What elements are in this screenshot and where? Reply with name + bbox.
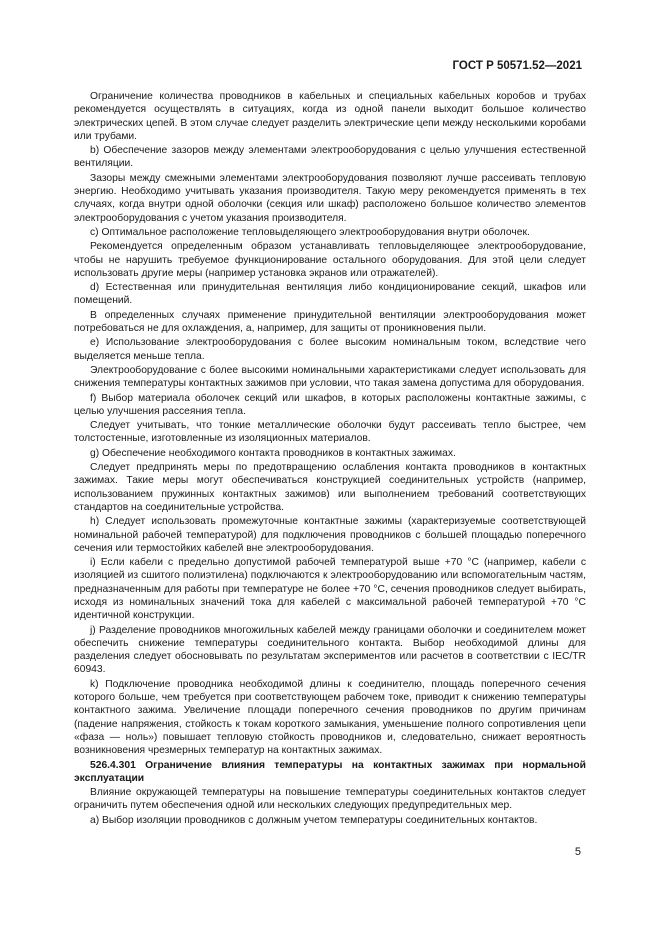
paragraph: Ограничение количества проводников в кабельных и специальных кабельных коробов и трубах рекомендуется осуществлять в ситуациях, когда из одной панели выходит большое количество электрических цепей. В этом случае следует разделить электрические цепи между несколькими коробами или трубами. <box>74 91 586 142</box>
paragraph: b) Обеспечение зазоров между элементами электрооборудования с целью улучшения естественной вентиляции. <box>74 145 586 170</box>
paragraph: h) Следует использовать промежуточные контактные зажимы (характеризуемые соответствующей номинальной рабочей температурой) для подключения проводников с большей площадью поперечного сечения или термостойких кабелей вне электрооборудования. <box>74 516 586 554</box>
paragraph: Влияние окружающей температуры на повышение температуры соединительных контактов следует ограничить путем обеспечения одной или нескольких следующих предупредительных мер. <box>74 787 586 812</box>
paragraph: Зазоры между смежными элементами электрооборудования позволяют лучше рассеивать тепловую энергию. Необходимо учитывать указания производителя. Такую меру рекомендуется применять в тех случаях, когда внутри одной оболочки (секция или шкаф) расположено большое количество элементов электрооборудования с учетом указания производителя. <box>74 172 586 224</box>
subsection-heading: 526.4.301 Ограничение влияния температуры на контактных зажимах при нормальной эксплуатации <box>74 759 586 784</box>
paragraph: c) Оптимальное расположение тепловыделяющего электрооборудования внутри оболочек. <box>90 226 530 238</box>
paragraph: g) Обеспечение необходимого контакта проводников в контактных зажимах. <box>90 447 456 459</box>
paragraph: a) Выбор изоляции проводников с должным учетом температуры соединительных контактов. <box>90 814 538 826</box>
paragraph: d) Естественная или принудительная вентиляция либо кондиционирование секций, шкафов или помещений. <box>74 282 586 307</box>
paragraph: Электрооборудование с более высокими номинальными характеристиками следует использовать для снижения температуры контактных зажимов при условии, что такая замена допустима для оборудования. <box>74 364 586 390</box>
paragraph: f) Выбор материала оболочек секций или шкафов, в которых расположены контактные зажимы, с целью улучшения рассеяния тепла. <box>74 392 586 417</box>
page-number: 5 <box>574 846 581 858</box>
paragraph: Рекомендуется определенным образом устанавливать тепловыделяющее электрооборудование, чтобы не нарушить требуемое функционирование остального оборудования. Для этой цели следует использовать другие меры (например установка экранов или отражателей). <box>74 241 586 279</box>
paragraph: e) Использование электрооборудования с более высоким номинальным током, вследствие чего выделяется меньше тепла. <box>74 337 586 362</box>
document-header: ГОСТ Р 50571.52—2021 <box>452 60 582 72</box>
document-body <box>74 90 586 828</box>
paragraph: k) Подключение проводника необходимой длины к соединителю, площадь поперечного сечения которого больше, чем требуется при соответствующем рабочем токе, приводит к снижению температуры контактного зажима. Увеличение площади поперечного сечения проводников по другим причинам (падение напряжения, стойкость к токам короткого замыкания, уменьшение полного сопротивления цепи «фаза — ноль») повышает тепловую стойкость проводников и, следовательно, снижает вероятность возникновения чрезмерных температур на контактных зажимах. <box>74 678 586 757</box>
paragraph: Следует учитывать, что тонкие металлические оболочки будут рассеивать тепло быстрее, чем толстостенные, изготовленные из изоляционных материалов. <box>74 420 586 445</box>
paragraph: i) Если кабели с предельно допустимой рабочей температурой выше +70 °С (например, кабели с изоляцией из сшитого полиэтилена) подключаются к электрооборудованию или вспомогательным частям, предназначенным для работы при температуре не более +70 °С, сечения проводников следует выбирать, исходя из номинальных значений тока для кабелей с максимальной рабочей температурой +70 °С идентичной конструкции. <box>74 557 586 622</box>
paragraph: Следует предпринять меры по предотвращению ослабления контакта проводников в контактных зажимах. Такие меры могут обеспечиваться конструкцией соединительных устройств (например, использованием пружинных контактных зажимов) или выполнением требований соответствующих стандартов на соединительные устройства. <box>74 462 586 513</box>
paragraph: В определенных случаях применение принудительной вентиляции электрооборудования может потребоваться не для охлаждения, а, например, для защиты от проникновения пыли. <box>74 309 586 335</box>
paragraph: j) Разделение проводников многожильных кабелей между границами оболочки и соединителем может обеспечить снижение температуры соединительного контакта. Выбор необходимой длины для разделения следует обосновывать по результатам экспериментов или расчетов в соответствии с IEC/TR 60943. <box>74 624 586 676</box>
